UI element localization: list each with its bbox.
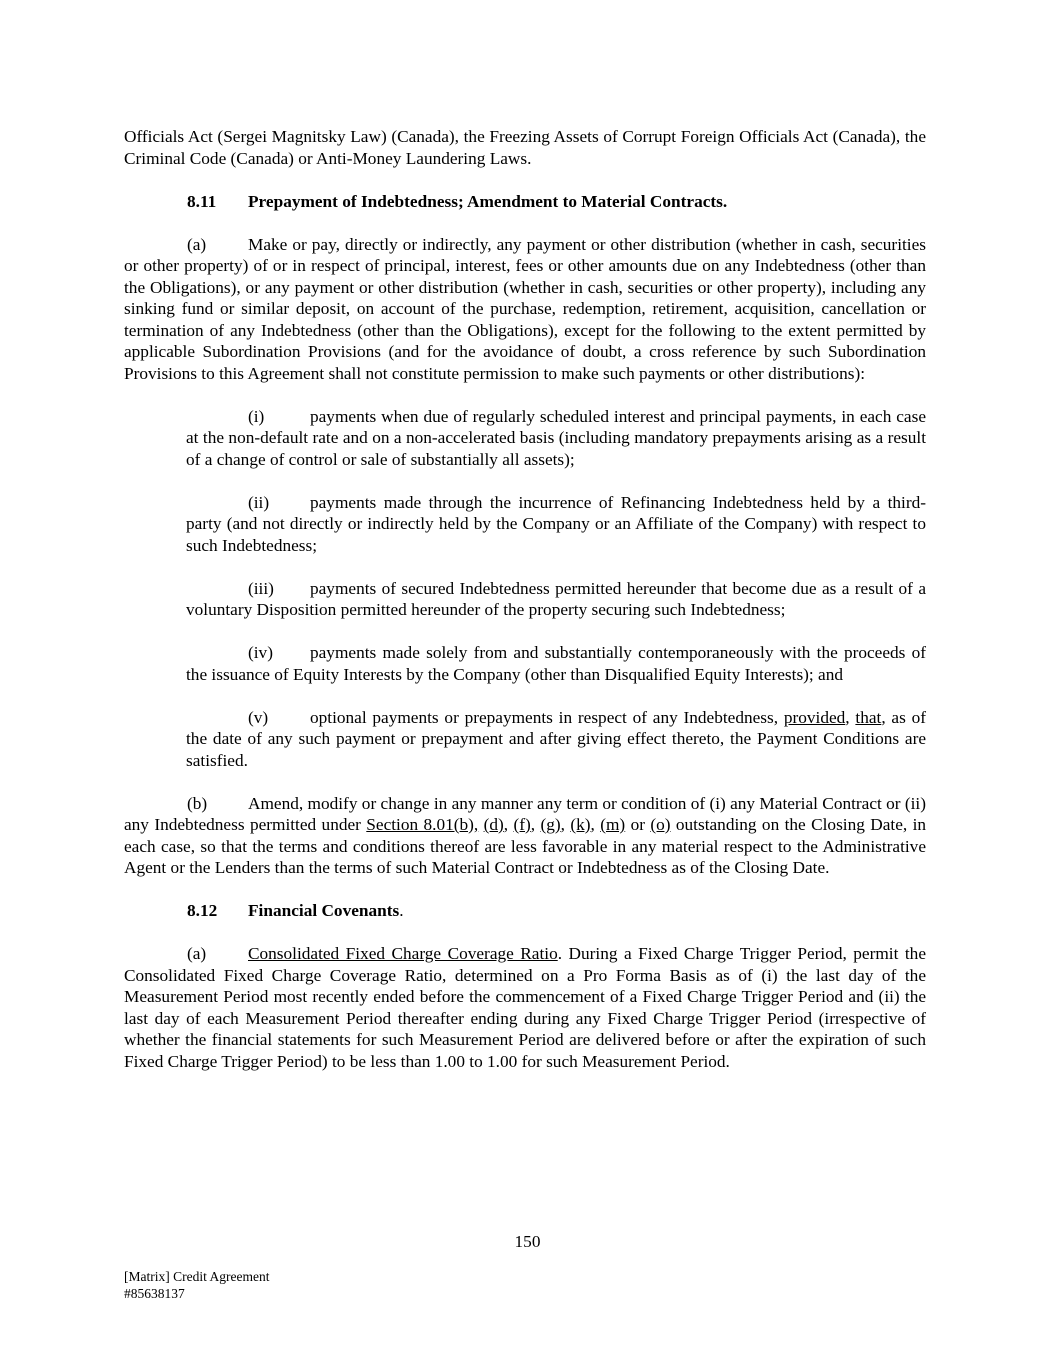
text-segment: , <box>845 707 856 727</box>
underlined-reference: Consolidated Fixed Charge Coverage Ratio <box>248 944 558 963</box>
clause-label: (iii) <box>248 578 274 598</box>
text-segment: Make or pay, directly or indirectly, any payment or other distribution (whether in cash, securities or other property) of or in respect of principal, interest, fees or other amounts due on any Indebtedness (other than the Obligations), or any payment or other distribution (whether in cash, securities or other property), including any sinking fund or similar deposit, on account of the purchase, redemption, retirement, acquisition, cancellation or termination of any Indebtedness (other than the Obligations), except for the following to the extent permitted by applicable Subordination Provisions (and for the avoidance of doubt, a cross reference by such Subordination Provisions to this Agreement shall not constitute permission to make such payments or other distributions): <box>124 234 926 383</box>
footer-doc-id: #85638137 <box>124 1286 185 1301</box>
text-segment: payments when due of regularly scheduled interest and principal payments, in each case at the non-default rate and on a non-accelerated basis (including mandatory prepayments arising as a result of a change of control or sale of substantially all assets); <box>186 406 926 469</box>
section-number: 8.11 <box>187 191 217 211</box>
underlined-reference: (g) <box>540 815 561 834</box>
text-segment: or <box>625 815 651 834</box>
text-segment: , <box>560 815 571 834</box>
clause-label: (iv) <box>248 643 273 662</box>
underlined-reference: (f) <box>513 815 531 834</box>
text-segment: . During a Fixed Charge Trigger Period, permit the Consolidated Fixed Charge Coverage Ratio, determined on a Pro Forma Basis as of (i) the last day of the Measurement Period most recently ended before the commencement of a Fixed Charge Trigger Period and (ii) the last day of each Measurement Period thereafter ending during any Fixed Charge Trigger Period (irrespective of whether the financial statements for such Measurement Period are delivered before or after the expiration of such Fixed Charge Trigger Period) to be less than 1.00 to 1.00 for such Measurement Period. <box>124 944 926 1071</box>
text-segment: payments made solely from and substantially contemporaneously with the proceeds of the issuance of Equity Interests by the Company (other than Disqualified Equity Interests); and <box>186 643 926 684</box>
text-segment: outstanding on the Closing Date, in each case, so that the terms and conditions thereof are less favorable in any material respect to the Administrative Agent or the Lenders than the terms of such Material Contract or Indebtedness as of the Closing Date. <box>124 815 927 877</box>
text-segment: Financial Covenants <box>248 901 400 920</box>
underlined-reference: that <box>855 707 882 727</box>
paragraph <box>124 234 926 385</box>
text-segment: optional payments or prepayments in respect of any Indebtedness, <box>310 707 784 727</box>
text-segment: , <box>503 815 514 834</box>
underlined-reference: (m) <box>600 815 626 834</box>
section-heading <box>124 900 926 922</box>
clause-label: (i) <box>248 406 265 426</box>
underlined-reference: (o) <box>650 815 671 834</box>
text-segment: Prepayment of Indebtedness; Amendment to Material Contracts. <box>248 191 728 211</box>
text-segment: payments of secured Indebtedness permitted hereunder that become due as a result of a voluntary Disposition permitted hereunder of the property securing such Indebtedness; <box>186 578 926 619</box>
paragraph <box>124 793 926 879</box>
underlined-reference: (d) <box>483 815 504 834</box>
page-number: 150 <box>514 1232 541 1251</box>
paragraph <box>186 406 926 471</box>
paragraph <box>186 707 926 772</box>
paragraph <box>186 578 926 621</box>
text-segment: , <box>590 815 601 834</box>
clause-label: (a) <box>187 234 207 254</box>
section-number: 8.12 <box>187 901 218 920</box>
text-segment: , as of the date of any such payment or prepayment and after giving effect thereto, the Payment Conditions are satisfied. <box>186 707 926 770</box>
text-segment: payments made through the incurrence of Refinancing Indebtedness held by a third-party (and not directly or indirectly held by the Company or an Affiliate of the Company) with respect to such Indebtedness; <box>186 492 926 555</box>
text-segment: Officials Act (Sergei Magnitsky Law) (Canada), the Freezing Assets of Corrupt Foreign Officials Act (Canada), the Criminal Code (Canada) or Anti-Money Laundering Laws. <box>124 127 926 168</box>
underlined-reference: provided <box>783 707 846 727</box>
clause-label: (b) <box>187 793 208 813</box>
paragraph <box>124 126 926 169</box>
text-segment: . <box>399 901 404 920</box>
clause-label: (v) <box>248 707 269 727</box>
document-body <box>124 126 926 1094</box>
text-segment: Amend, modify or change in any manner any term or condition of (i) any Material Contract or (ii) any Indebtedness permitted under <box>124 793 926 834</box>
footer <box>124 1268 269 1302</box>
text-segment: , <box>530 815 541 834</box>
section-heading <box>124 191 926 213</box>
paragraph <box>186 492 926 557</box>
footer-title: [Matrix] Credit Agreement <box>124 1269 270 1284</box>
clause-label: (ii) <box>248 492 270 512</box>
underlined-reference: (k) <box>570 815 591 834</box>
paragraph <box>124 943 926 1072</box>
underlined-reference: Section 8.01(b), <box>366 815 479 834</box>
paragraph <box>186 642 926 685</box>
clause-label: (a) <box>187 944 207 963</box>
